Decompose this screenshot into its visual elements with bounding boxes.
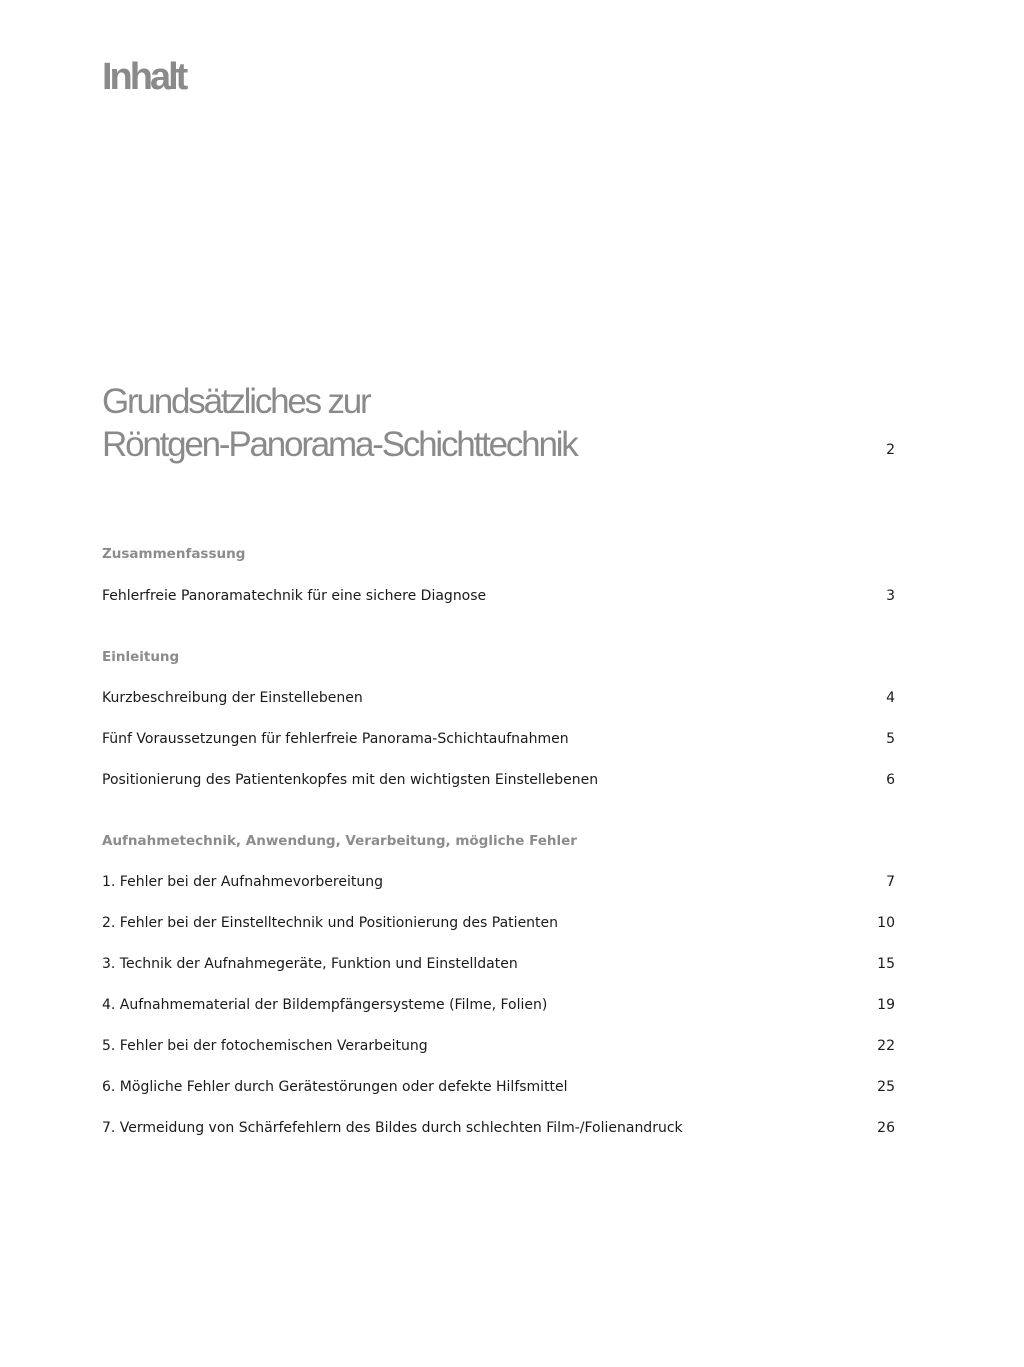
toc-entry-page-number: 15	[877, 956, 895, 972]
toc-entry-page-number: 4	[886, 690, 895, 706]
toc-entry-label: 4. Aufnahmematerial der Bildempfängersysteme (Filme, Folien)	[102, 997, 548, 1013]
section-heading-einleitung: Einleitung	[102, 649, 180, 665]
main-section	[102, 380, 896, 466]
toc-entry-page-number: 22	[877, 1038, 895, 1054]
toc-entry-label: 1. Fehler bei der Aufnahmevorbereitung	[102, 874, 383, 890]
toc-entry-page-number: 7	[886, 874, 895, 890]
toc-entry-page-number: 10	[877, 915, 895, 931]
toc-entry-page-number: 26	[877, 1120, 895, 1136]
toc-entry-label: Fünf Voraussetzungen für fehlerfreie Panorama-Schichtaufnahmen	[102, 731, 569, 747]
toc-entry-label: Kurzbeschreibung der Einstellebenen	[102, 690, 363, 706]
toc-entry-page-number: 25	[877, 1079, 895, 1095]
main-section-title-line-2: Röntgen-Panorama-Schichttechnik	[102, 425, 577, 464]
toc-entry-label: Positionierung des Patientenkopfes mit den wichtigsten Einstellebenen	[102, 772, 599, 788]
section-heading-zusammenfassung: Zusammenfassung	[102, 546, 246, 562]
toc-entry-page-number: 5	[886, 731, 895, 747]
toc-entry-label: 7. Vermeidung von Schärfefehlern des Bildes durch schlechten Film-/Folienandruck	[102, 1120, 683, 1136]
toc-entry-page-number: 6	[886, 772, 895, 788]
page-title: Inhalt	[102, 56, 186, 98]
main-section-title-line-1: Grundsätzliches zur	[102, 382, 370, 421]
toc-entry-label: 6. Mögliche Fehler durch Gerätestörungen oder defekte Hilfsmittel	[102, 1079, 568, 1095]
toc-entry-label: 5. Fehler bei der fotochemischen Verarbeitung	[102, 1038, 428, 1054]
section-heading-aufnahmetechnik: Aufnahmetechnik, Anwendung, Verarbeitung, mögliche Fehler	[102, 833, 577, 849]
toc-entry-label: 3. Technik der Aufnahmegeräte, Funktion und Einstelldaten	[102, 956, 518, 972]
toc-entry-page-number: 19	[877, 997, 895, 1013]
toc-entry-label: Fehlerfreie Panoramatechnik für eine sichere Diagnose	[102, 588, 487, 604]
toc-entry-label: 2. Fehler bei der Einstelltechnik und Positionierung des Patienten	[102, 915, 559, 931]
main-section-page-number: 2	[886, 442, 895, 458]
main-section-title	[102, 380, 896, 466]
toc-entry-page-number: 3	[886, 588, 895, 604]
